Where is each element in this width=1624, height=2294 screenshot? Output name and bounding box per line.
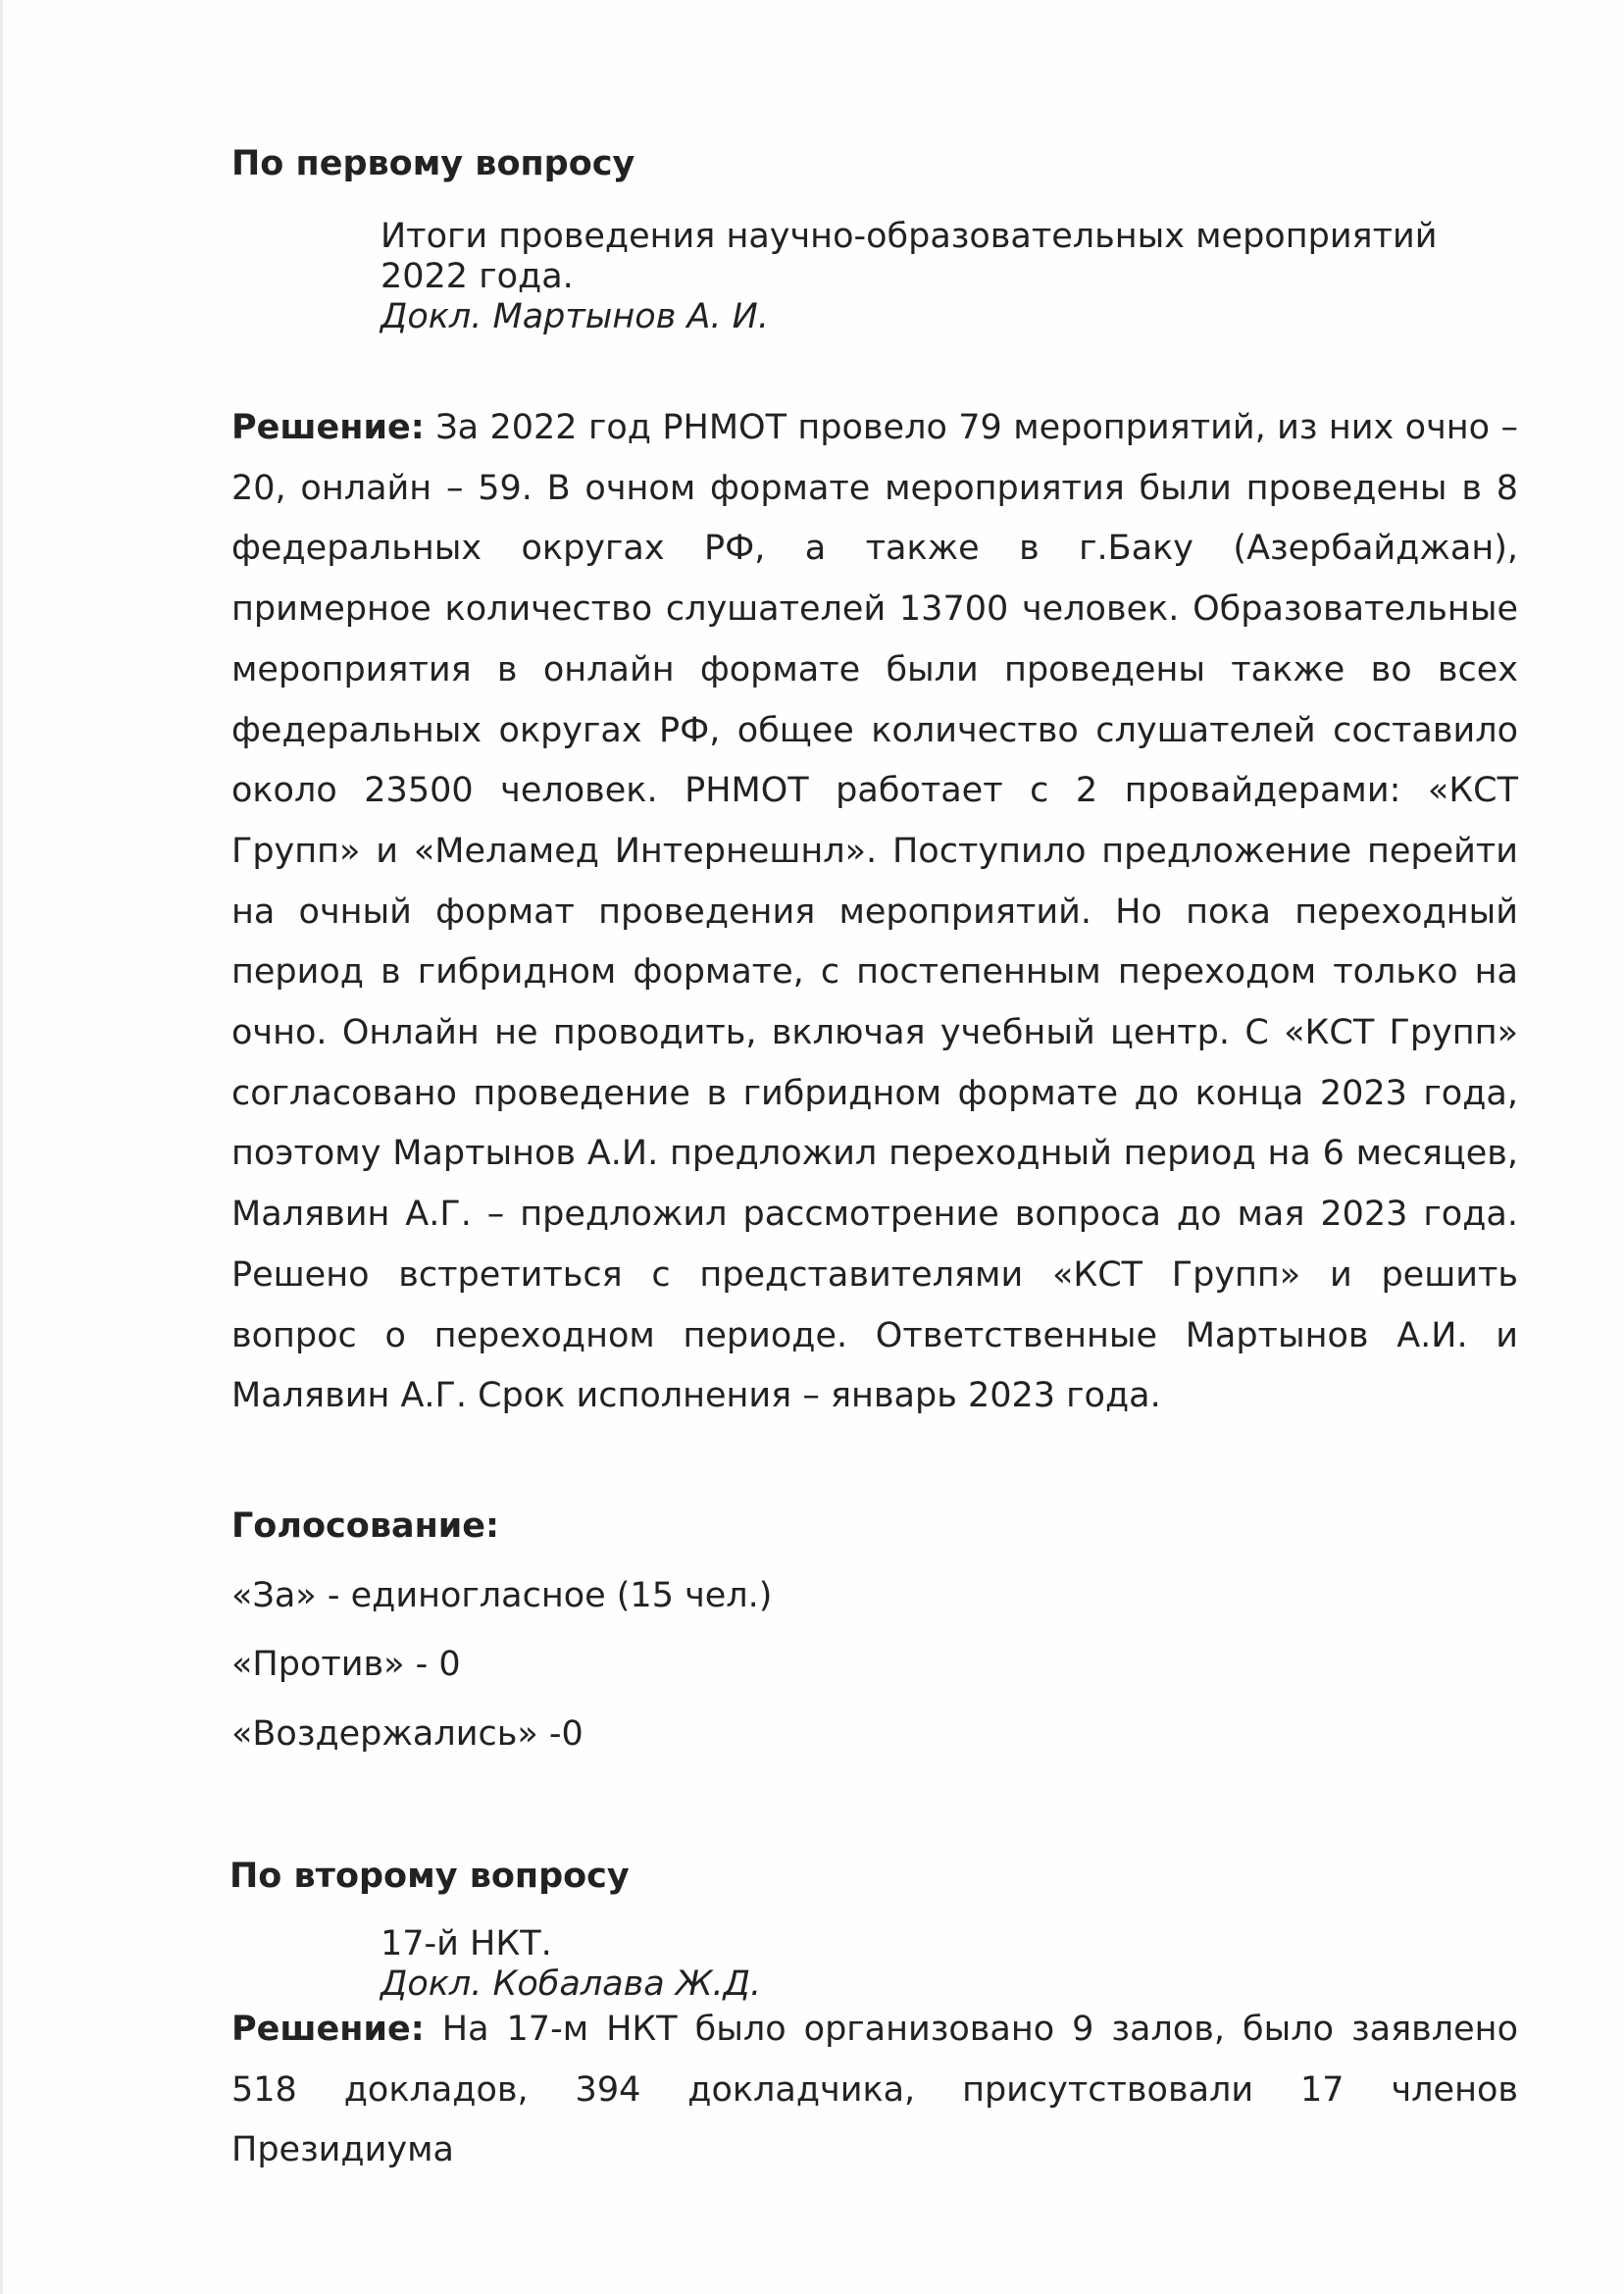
voting-heading: Голосование: xyxy=(231,1506,500,1546)
vote-abstained: «Воздержались» -0 xyxy=(231,1714,584,1754)
q2-decision xyxy=(231,2000,1518,2181)
vote-against: «Против» - 0 xyxy=(231,1645,461,1684)
q1-decision-text: За 2022 год РНМОТ провело 79 мероприятий, из них очно – 20, онлайн – 59. В очном формате мероприятия были проведены в 8 федеральных округах РФ, а также в г.Баку (Азербайджан), примерное количество слушателей 13700 человек. Образовательные мероприятия в онлайн формате были проведены также во всех федеральных округах РФ, общее количество слушателей составило около 23500 человек. РНМОТ работает с 2 провайдерами: «КСТ Групп» и «Меламед Интернешнл». Поступило предложение перейти на очный формат проведения мероприятий. Но пока переходный период в гибридном формате, с постепенным переходом только на очно. Онлайн не проводить, включая учебный центр. С «КСТ Групп» согласовано проведение в гибридном формате до конца 2023 года, поэтому Мартынов А.И. предложил переходный период на 6 месяцев, Малявин А.Г. – предложил рассмотрение вопроса до мая 2023 года. Решено встретиться с представителями «КСТ Групп» и решить вопрос о переходном периоде. Ответственные Мартынов А.И. и Малявин А.Г. Срок исполнения – январь 2023 года. xyxy=(231,408,1518,1416)
q1-decision xyxy=(231,398,1518,1427)
q2-decision-label: Решение: xyxy=(231,2010,425,2049)
q1-speaker: Докл. Мартынов А. И. xyxy=(381,297,769,336)
q1-topic: Итоги проведения научно-образовательных мероприятий 2022 года. xyxy=(381,217,1438,296)
vote-for: «За» - единогласное (15 чел.) xyxy=(231,1576,773,1615)
q2-topic: 17-й НКТ. xyxy=(381,1924,552,1963)
q2-heading: По второму вопросу xyxy=(229,1857,630,1896)
q2-decision-text: На 17-м НКТ было организовано 9 залов, было заявлено 518 докладов, 394 докладчика, присутствовали 17 членов Президиума xyxy=(231,2010,1518,2170)
q1-heading: По первому вопросу xyxy=(231,144,635,183)
q2-speaker: Докл. Кобалава Ж.Д. xyxy=(381,1964,762,2004)
q2-topic-block xyxy=(381,1924,1361,2005)
q1-decision-label: Решение: xyxy=(231,408,425,447)
q1-topic-block xyxy=(381,217,1498,337)
scan-artifact xyxy=(0,0,3,2294)
